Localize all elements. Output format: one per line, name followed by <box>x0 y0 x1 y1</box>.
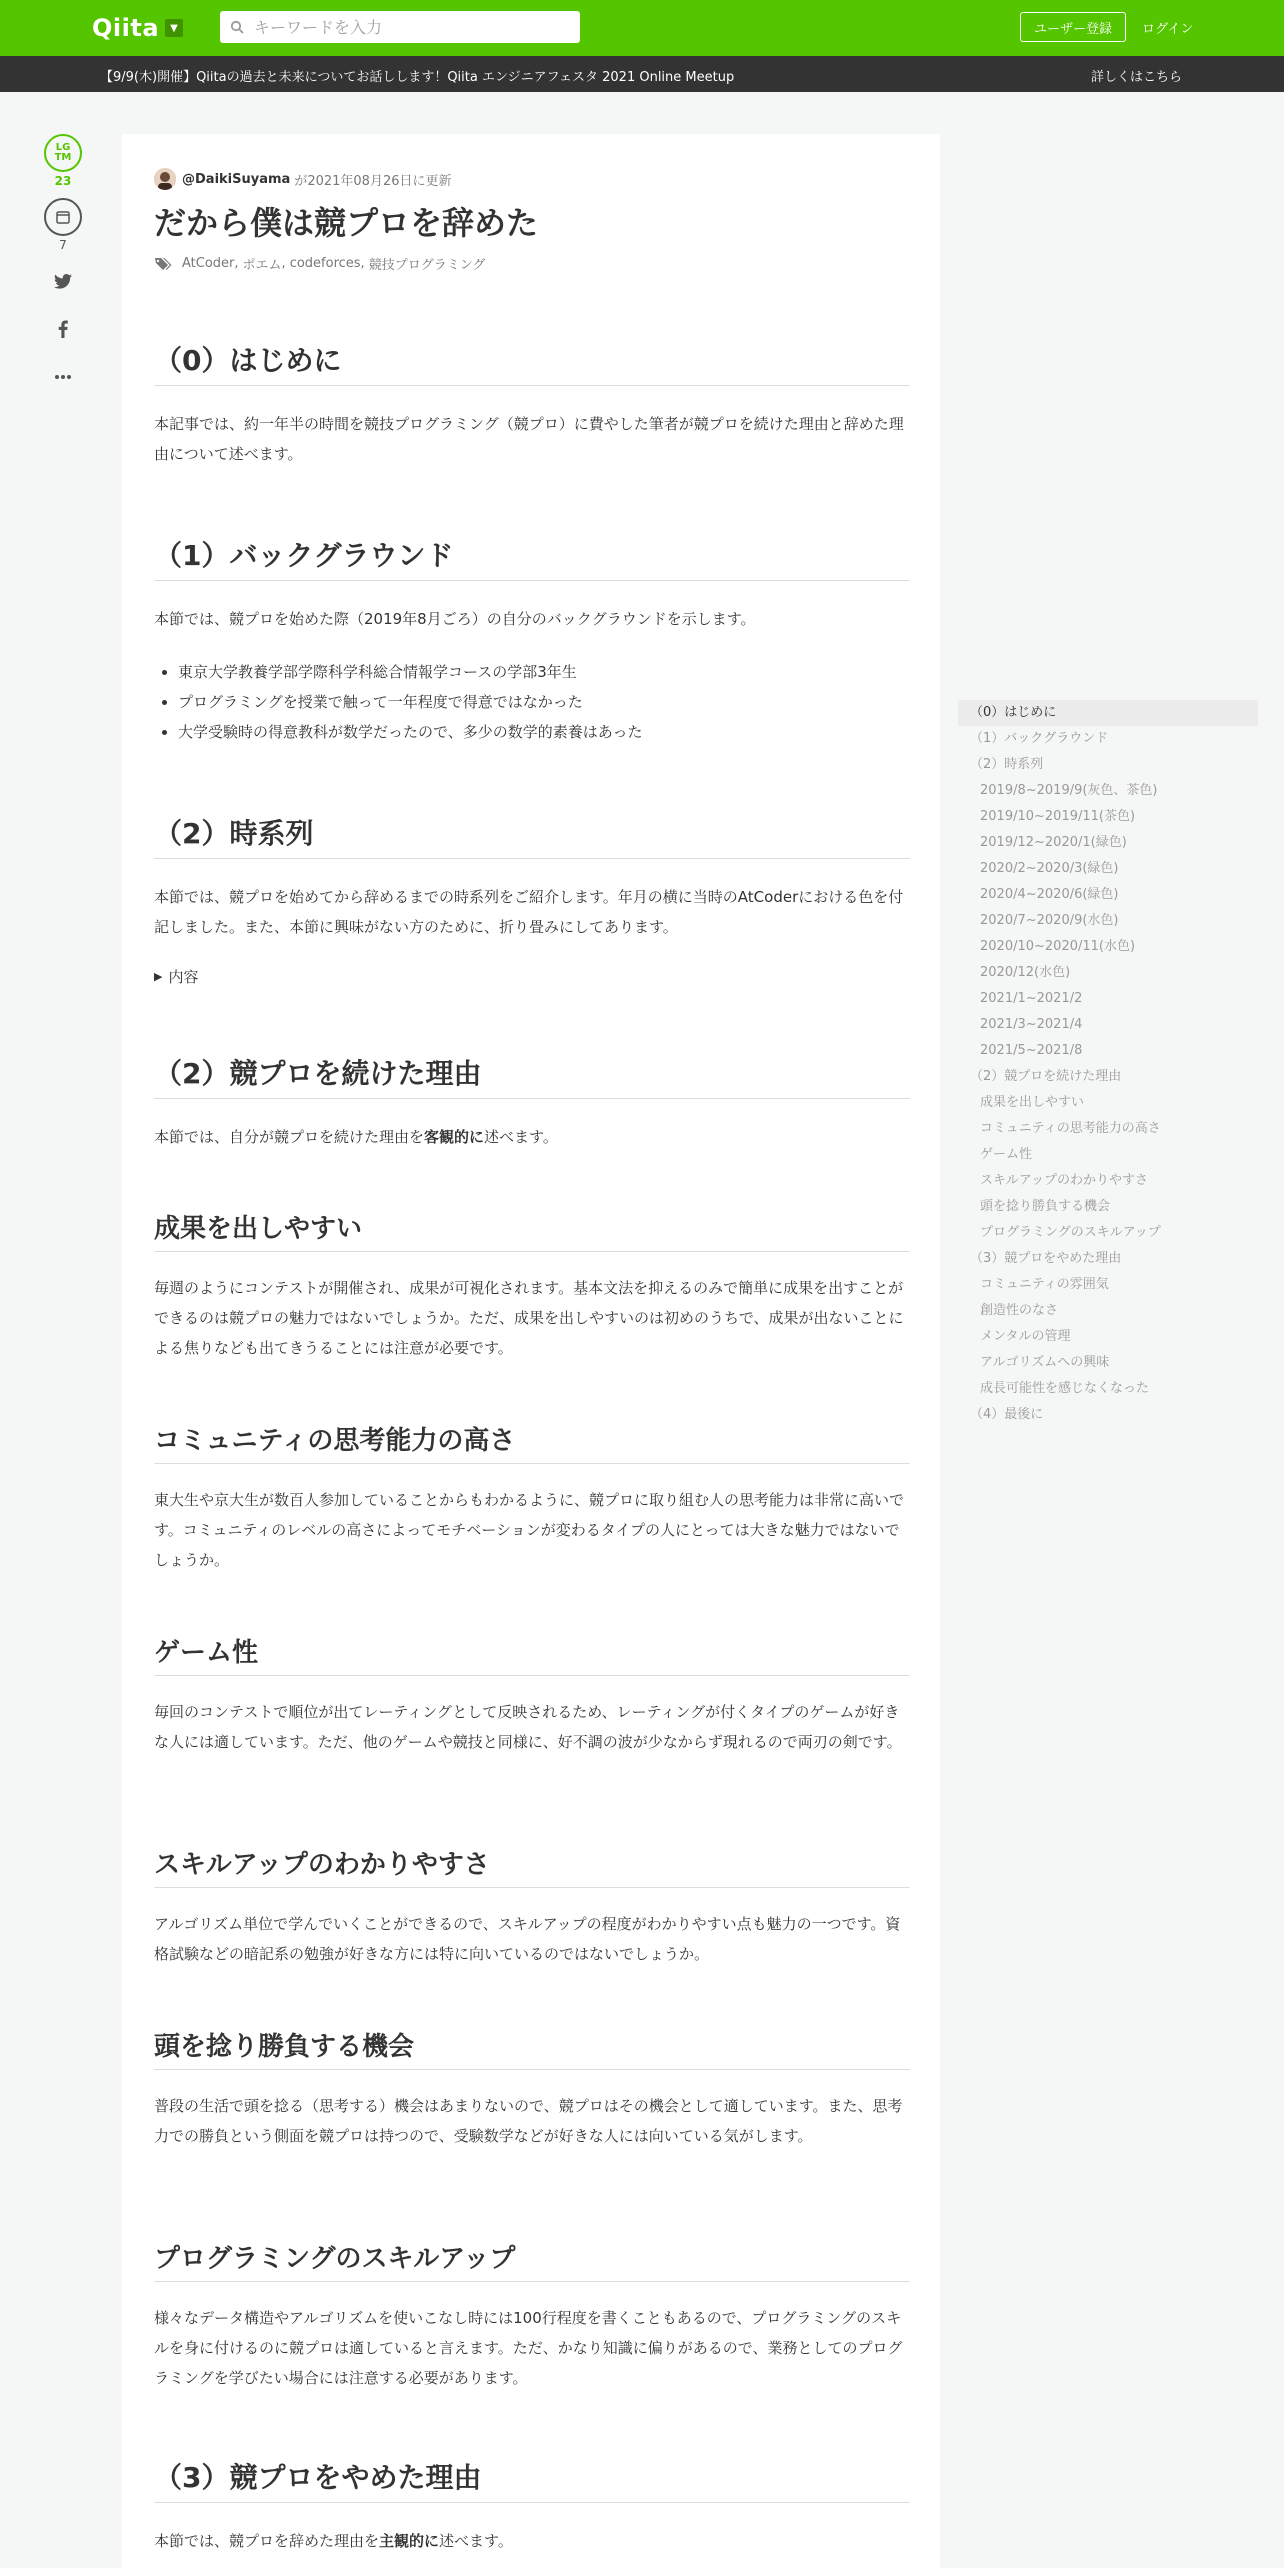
search-icon <box>230 20 244 34</box>
twitter-icon <box>54 274 72 289</box>
toc-item[interactable]: コミュニティの思考能力の高さ <box>980 1121 1161 1136</box>
toc-item[interactable]: 創造性のなさ <box>980 1303 1059 1318</box>
emphasis-text: 主観的に <box>379 2532 440 2550</box>
list-item: • プログラミングを授業で触って一年程度で得意ではなかった <box>178 687 910 717</box>
toc-item[interactable]: 2019/12~2020/1(緑色) <box>980 835 1127 850</box>
toc-item[interactable]: コミュニティの雰囲気 <box>980 1277 1109 1292</box>
toc-item[interactable]: 2021/5~2021/8 <box>980 1043 1083 1058</box>
article-meta <box>154 168 451 190</box>
toc-item[interactable]: （2）競プロを続けた理由 <box>970 1069 1122 1084</box>
disclosure-triangle-icon: ▶ <box>154 970 163 983</box>
toc-item[interactable]: アルゴリズムへの興味 <box>980 1355 1110 1370</box>
table-of-contents <box>958 700 1258 1428</box>
facebook-share-button[interactable] <box>44 310 82 348</box>
tag-atcoder[interactable]: AtCoder <box>182 256 235 271</box>
toc-item[interactable]: （1）バックグラウンド <box>970 731 1109 746</box>
toc-item[interactable]: （0）はじめに <box>958 700 1258 726</box>
announcement-bar <box>0 56 1284 92</box>
signup-button[interactable]: ユーザー登録 <box>1020 12 1126 42</box>
article-card <box>122 134 940 2568</box>
stock-icon <box>55 209 71 225</box>
stock-button[interactable] <box>44 198 82 236</box>
tag-competitive-programming[interactable]: 競技プログラミング <box>368 258 486 273</box>
chevron-down-icon[interactable]: ▼ <box>165 19 183 37</box>
paragraph-easy-results: 毎週のようにコンテストが開催され、成果が可視化されます。基本文法を抑えるのみで簡単に成果を出すことができるのは競プロの魅力ではないでしょうか。ただ、成果を出しやすいのは初めのうちで、成果が出ないことによる焦りなども出てきうることには注意が必要です。 <box>154 1279 904 1357</box>
toc-item[interactable]: （2）時系列 <box>970 757 1044 772</box>
toc-item[interactable]: スキルアップのわかりやすさ <box>980 1173 1148 1188</box>
toc-item[interactable]: 2020/12(水色) <box>980 965 1071 980</box>
toc-item[interactable]: 2020/2~2020/3(緑色) <box>980 861 1119 876</box>
twitter-share-button[interactable] <box>44 262 82 300</box>
paragraph-skillup: アルゴリズム単位で学んでいくことができるので、スキルアップの程度がわかりやすい点も魅力の一つです。資格試験などの暗記系の勉強が好きな方には特に向いているのではないでしょうか。 <box>154 1915 901 1963</box>
section-heading-reasons-quit: （3）競プロをやめた理由 <box>154 2456 910 2503</box>
paragraph-timeline: 本節では、競プロを始めてから辞めるまでの時系列をご紹介します。年月の横に当時のAtCoderにおける色を付記しました。また、本節に興味がない方のために、折り畳みにしてあります。 <box>154 888 904 936</box>
toc-item[interactable]: 2019/10~2019/11(茶色) <box>980 809 1136 824</box>
article-title: だから僕は競プロを辞めた <box>154 204 539 242</box>
toc-item[interactable]: （4）最後に <box>970 1407 1044 1422</box>
toc-item[interactable]: メンタルの管理 <box>980 1329 1071 1344</box>
paragraph-game: 毎回のコンテストで順位が出てレーティングとして反映されるため、レーティングが付くタイプのゲームが好きな人には適しています。ただ、他のゲームや競技と同様に、好不調の波が少なからず現れるので両刃の剣です。 <box>154 1703 902 1751</box>
tag-icon <box>154 256 172 272</box>
section-heading-timeline: （2）時系列 <box>154 812 910 859</box>
list-item: • 大学受験時の得意教科が数学だったので、多少の数学的素養はあった <box>178 717 910 747</box>
background-list <box>154 657 910 747</box>
more-icon <box>54 374 72 380</box>
lgtm-button[interactable] <box>44 134 82 172</box>
action-rail <box>44 134 88 396</box>
toc-item[interactable]: 頭を捻り勝負する機会 <box>980 1199 1111 1214</box>
paragraph-thinking: 普段の生活で頭を捻る（思考する）機会はあまりないので、競プロはその機会として適しています。また、思考力での勝負という側面を競プロは持つので、受験数学などが好きな人には向いている気がします。 <box>154 2097 903 2145</box>
announcement-link[interactable]: 詳しくはこちら <box>1090 70 1182 85</box>
facebook-icon <box>58 320 68 338</box>
lgtm-label: LG TM <box>54 142 72 163</box>
subheading-programming: プログラミングのスキルアップ <box>154 2238 910 2282</box>
text-segment: 本節では、自分が競プロを続けた理由を <box>154 1128 425 1146</box>
search-input[interactable] <box>252 17 556 38</box>
list-item: • 東京大学教養学部学際科学科総合情報学コースの学部3年生 <box>178 657 910 687</box>
search-box[interactable] <box>220 11 580 43</box>
announcement-text[interactable]: 【9/9(木)開催】Qiitaの過去と未来についてお話しします！Qiita エンジニアフェスタ 2021 Online Meetup <box>100 70 735 85</box>
timeline-details-toggle[interactable] <box>154 966 198 987</box>
updated-date: が2021年08月26日に更新 <box>294 173 452 189</box>
author-name[interactable]: @DaikiSuyama <box>182 171 291 187</box>
paragraph-intro: 本記事では、約一年半の時間を競技プログラミング（競プロ）に費やした筆者が競プロを続けた理由と辞めた理由について述べます。 <box>154 415 904 463</box>
stock-count: 7 <box>59 238 67 252</box>
toc-item[interactable]: 2020/4~2020/6(緑色) <box>980 887 1119 902</box>
details-summary: 内容 <box>168 968 199 986</box>
section-heading-reasons-continue: （2）競プロを続けた理由 <box>154 1052 910 1099</box>
section-heading-background: （1）バックグラウンド <box>154 534 910 581</box>
section-heading-intro: （0）はじめに <box>154 339 910 386</box>
toc-item[interactable]: 2020/7~2020/9(水色) <box>980 913 1119 928</box>
emphasis-text: 客観的に <box>424 1128 485 1146</box>
toc-item[interactable]: プログラミングのスキルアップ <box>980 1225 1161 1240</box>
toc-item[interactable]: 成果を出しやすい <box>980 1095 1085 1110</box>
toc-item[interactable]: ゲーム性 <box>980 1147 1033 1162</box>
lgtm-count: 23 <box>54 174 72 188</box>
text-segment: 本節では、競プロを辞めた理由を <box>154 2532 380 2550</box>
text-segment: 述べます。 <box>484 1128 558 1146</box>
text-segment: 述べます。 <box>439 2532 513 2550</box>
tag-codeforces[interactable]: codeforces <box>289 256 361 271</box>
subheading-game: ゲーム性 <box>154 1632 910 1676</box>
login-link[interactable]: ログイン <box>1142 21 1194 37</box>
toc-item[interactable]: 2019/8~2019/9(灰色、茶色) <box>980 783 1158 798</box>
subheading-easy-results: 成果を出しやすい <box>154 1208 910 1252</box>
paragraph-reasons-continue <box>154 1122 910 1152</box>
toc-item[interactable]: 成長可能性を感じなくなった <box>980 1381 1150 1396</box>
logo-text: Qiita <box>92 14 160 42</box>
subheading-thinking: 頭を捻り勝負する機会 <box>154 2026 910 2070</box>
author-avatar[interactable] <box>154 168 176 190</box>
toc-item[interactable]: 2021/3~2021/4 <box>980 1017 1083 1032</box>
toc-item[interactable]: （3）競プロをやめた理由 <box>970 1251 1122 1266</box>
more-options-button[interactable] <box>44 358 82 396</box>
paragraph-programming: 様々なデータ構造やアルゴリズムを使いこなし時には100行程度を書くこともあるので、プログラミングのスキルを身に付けるのに競プロは適していると言えます。ただ、かなり知識に偏りがあるので、業務としてのプログラミングを学びたい場合には注意する必要があります。 <box>154 2309 903 2387</box>
qiita-logo[interactable] <box>92 12 183 44</box>
paragraph-reasons-quit <box>154 2526 910 2556</box>
avatar-image <box>154 168 176 190</box>
paragraph-community: 東大生や京大生が数百人参加していることからもわかるように、競プロに取り組む人の思考能力は非常に高いです。コミュニティのレベルの高さによってモチベーションが変わるタイプの人にとっては大きな魅力ではないでしょうか。 <box>154 1491 905 1569</box>
subheading-skillup: スキルアップのわかりやすさ <box>154 1844 910 1888</box>
paragraph-background: 本節では、競プロを始めた際（2019年8月ごろ）の自分のバックグラウンドを示します。 <box>154 610 756 628</box>
toc-item[interactable]: 2020/10~2020/11(水色) <box>980 939 1136 954</box>
subheading-community: コミュニティの思考能力の高さ <box>154 1420 910 1464</box>
tag-list: AtCoder , ポエム , codeforces , 競技プログラミング <box>154 254 485 273</box>
toc-item[interactable]: 2021/1~2021/2 <box>980 991 1083 1006</box>
top-bar <box>0 0 1284 56</box>
tag-poem[interactable]: ポエム <box>242 258 282 273</box>
